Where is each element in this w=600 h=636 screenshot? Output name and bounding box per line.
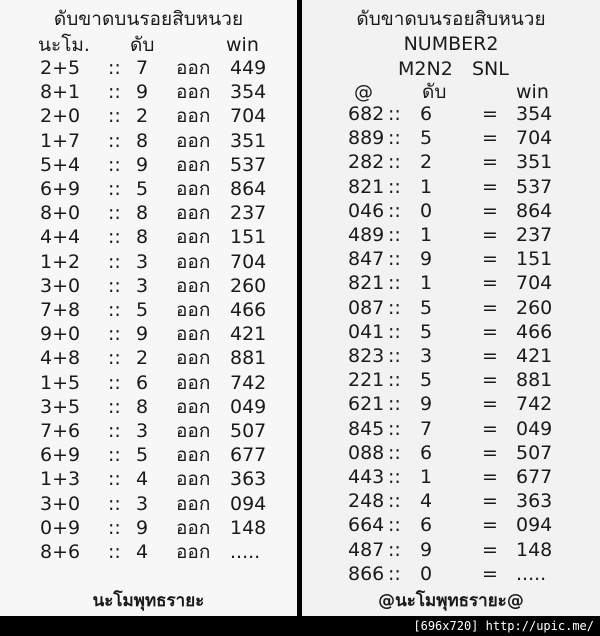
left-row-separator: :: <box>108 420 121 442</box>
right-row-dub-digit: 6 <box>420 103 433 125</box>
right-row-dub-digit: 1 <box>420 272 433 295</box>
right-row-equals: = <box>482 393 498 416</box>
left-row-win-number: 354 <box>230 81 267 104</box>
right-row-equals: = <box>482 175 498 198</box>
left-row-out-label: ออก <box>176 57 211 79</box>
left-row-out-label: ออก <box>176 202 211 225</box>
right-row-win-number: 148 <box>516 538 553 561</box>
right-row-win-number: 421 <box>516 345 553 367</box>
left-panel <box>0 0 297 616</box>
left-row-separator: :: <box>108 202 121 225</box>
left-row-win-number: 237 <box>230 202 267 225</box>
left-title: ดับขาดบนรอยสิบหนวย <box>53 8 244 30</box>
right-row-dub-digit: 7 <box>420 417 433 440</box>
left-row-dub-digit: 8 <box>136 202 149 225</box>
right-row-separator: :: <box>388 538 401 561</box>
left-row-out-label: ออก <box>176 250 211 273</box>
left-row-dub-digit: 9 <box>136 153 149 176</box>
right-row-number: 221 <box>348 369 385 392</box>
right-row-equals: = <box>482 224 498 246</box>
right-subtitle-number: NUMBER2 <box>403 33 499 55</box>
right-row-win-number: 237 <box>516 224 553 246</box>
right-row-dub-digit: 5 <box>420 369 433 392</box>
right-row-win-number: 351 <box>516 151 553 174</box>
right-row-win-number: 507 <box>516 441 553 464</box>
right-row-separator: :: <box>388 151 401 174</box>
left-row-formula: 1+3 <box>40 468 81 491</box>
right-row-number: 866 <box>348 562 385 585</box>
right-header-at: @ <box>354 81 373 103</box>
left-row-win-number: 363 <box>230 468 267 491</box>
left-row-separator: :: <box>108 395 121 418</box>
right-row-number: 823 <box>348 345 385 367</box>
left-row-separator: :: <box>108 444 121 467</box>
right-panel <box>302 0 600 616</box>
left-row-dub-digit: 5 <box>136 299 149 321</box>
left-row-out-label: ออก <box>176 81 211 104</box>
right-row-equals: = <box>482 369 498 392</box>
image-credit: [696x720] http://upic.me/ <box>413 619 594 633</box>
right-row-separator: :: <box>388 562 401 585</box>
left-row-separator: :: <box>108 274 121 297</box>
left-row-separator: :: <box>108 178 121 200</box>
right-row-dub-digit: 5 <box>420 127 433 150</box>
left-row-win-number: 466 <box>230 299 267 321</box>
right-row-number: 487 <box>348 538 385 561</box>
left-row-separator: :: <box>108 323 121 346</box>
left-row-formula: 7+6 <box>40 420 81 442</box>
left-row-separator: :: <box>108 105 121 128</box>
left-row-out-label: ออก <box>176 541 211 563</box>
right-row-win-number: 151 <box>516 248 553 271</box>
left-row-win-number: 677 <box>230 444 267 467</box>
left-header-win: win <box>226 34 259 56</box>
right-row-equals: = <box>482 103 498 125</box>
left-row-separator: :: <box>108 57 121 79</box>
left-row-formula: 3+5 <box>40 395 81 418</box>
right-row-separator: :: <box>388 296 401 319</box>
right-row-win-number: 677 <box>516 466 553 488</box>
right-row-equals: = <box>482 320 498 343</box>
right-row-number: 821 <box>348 175 385 198</box>
left-row-win-number: 049 <box>230 395 267 418</box>
left-header-dub: ดับ <box>130 34 155 56</box>
right-row-dub-digit: 1 <box>420 466 433 488</box>
right-row-win-number: 881 <box>516 369 553 392</box>
left-row-win-number: 421 <box>230 323 267 346</box>
left-row-out-label: ออก <box>176 274 211 297</box>
left-row-dub-digit: 6 <box>136 371 149 394</box>
right-row-dub-digit: 2 <box>420 151 433 174</box>
right-row-win-number: 466 <box>516 320 553 343</box>
right-row-number: 088 <box>348 441 385 464</box>
left-row-out-label: ออก <box>176 226 211 249</box>
right-row-separator: :: <box>388 490 401 513</box>
right-row-number: 682 <box>348 103 385 125</box>
right-title: ดับขาดบนรอยสิบหนวย <box>356 8 546 30</box>
right-row-dub-digit: 3 <box>420 345 433 367</box>
left-row-dub-digit: 3 <box>136 250 149 273</box>
left-row-separator: :: <box>108 226 121 249</box>
right-row-equals: = <box>482 417 498 440</box>
right-row-win-number: 260 <box>516 296 553 319</box>
left-row-formula: 8+1 <box>40 81 81 104</box>
right-row-dub-digit: 1 <box>420 175 433 198</box>
left-row-separator: :: <box>108 153 121 176</box>
left-row-formula: 9+0 <box>40 323 81 346</box>
left-row-dub-digit: 3 <box>136 492 149 515</box>
left-row-dub-digit: 8 <box>136 129 149 152</box>
right-row-equals: = <box>482 345 498 367</box>
right-row-equals: = <box>482 272 498 295</box>
right-row-dub-digit: 1 <box>420 224 433 246</box>
left-row-out-label: ออก <box>176 323 211 346</box>
left-row-formula: 1+5 <box>40 371 81 394</box>
left-row-win-number: 148 <box>230 516 267 539</box>
left-row-formula: 3+0 <box>40 274 81 297</box>
right-row-win-number: 049 <box>516 417 553 440</box>
left-row-out-label: ออก <box>176 299 211 321</box>
right-row-separator: :: <box>388 272 401 295</box>
left-row-out-label: ออก <box>176 347 211 370</box>
right-row-equals: = <box>482 514 498 537</box>
left-row-out-label: ออก <box>176 105 211 128</box>
left-row-separator: :: <box>108 371 121 394</box>
right-row-separator: :: <box>388 393 401 416</box>
left-row-out-label: ออก <box>176 468 211 491</box>
left-row-out-label: ออก <box>176 153 211 176</box>
left-row-formula: 3+0 <box>40 492 81 515</box>
left-row-formula: 2+0 <box>40 105 81 128</box>
left-row-dub-digit: 9 <box>136 323 149 346</box>
left-row-separator: :: <box>108 541 121 563</box>
left-row-formula: 6+9 <box>40 178 81 200</box>
left-row-out-label: ออก <box>176 444 211 467</box>
left-footer: นะโมพุทธรายะ <box>92 591 205 611</box>
right-row-separator: :: <box>388 441 401 464</box>
right-footer: @นะโมพุทธรายะ@ <box>378 591 524 611</box>
left-row-out-label: ออก <box>176 516 211 539</box>
left-row-formula: 1+2 <box>40 250 81 273</box>
right-subtitle-m2n2: M2N2 <box>398 58 453 80</box>
left-header-formula: นะโม. <box>38 34 90 56</box>
left-row-separator: :: <box>108 516 121 539</box>
right-row-win-number: 742 <box>516 393 553 416</box>
right-row-win-number: 094 <box>516 514 553 537</box>
right-row-win-number: 363 <box>516 490 553 513</box>
right-row-number: 046 <box>348 199 385 222</box>
left-row-out-label: ออก <box>176 492 211 515</box>
left-row-win-number: 151 <box>230 226 267 249</box>
left-row-out-label: ออก <box>176 395 211 418</box>
left-row-win-number: 704 <box>230 250 267 273</box>
right-row-equals: = <box>482 248 498 271</box>
left-row-separator: :: <box>108 492 121 515</box>
left-row-dub-digit: 9 <box>136 81 149 104</box>
right-row-equals: = <box>482 466 498 488</box>
right-row-equals: = <box>482 127 498 150</box>
left-row-win-number: 864 <box>230 178 267 200</box>
right-row-separator: :: <box>388 224 401 246</box>
right-row-win-number: 864 <box>516 199 553 222</box>
left-row-dub-digit: 4 <box>136 468 149 491</box>
left-row-formula: 1+7 <box>40 129 81 152</box>
left-row-out-label: ออก <box>176 420 211 442</box>
left-row-dub-digit: 8 <box>136 395 149 418</box>
left-row-dub-digit: 2 <box>136 347 149 370</box>
right-row-dub-digit: 0 <box>420 562 433 585</box>
right-row-equals: = <box>482 490 498 513</box>
right-row-dub-digit: 9 <box>420 248 433 271</box>
left-row-dub-digit: 5 <box>136 444 149 467</box>
right-row-number: 847 <box>348 248 385 271</box>
left-row-formula: 8+6 <box>40 541 81 563</box>
right-row-win-number: 354 <box>516 103 553 125</box>
right-row-equals: = <box>482 562 498 585</box>
right-row-separator: :: <box>388 369 401 392</box>
right-row-win-number: 704 <box>516 272 553 295</box>
right-row-separator: :: <box>388 103 401 125</box>
right-row-dub-digit: 9 <box>420 538 433 561</box>
right-row-number: 845 <box>348 417 385 440</box>
right-row-separator: :: <box>388 345 401 367</box>
left-row-win-number: 881 <box>230 347 267 370</box>
left-row-dub-digit: 9 <box>136 516 149 539</box>
right-row-dub-digit: 4 <box>420 490 433 513</box>
left-row-formula: 7+8 <box>40 299 81 321</box>
left-row-win-number: 507 <box>230 420 267 442</box>
left-row-dub-digit: 4 <box>136 541 149 563</box>
right-row-number: 087 <box>348 296 385 319</box>
left-row-separator: :: <box>108 468 121 491</box>
left-row-out-label: ออก <box>176 129 211 152</box>
left-row-formula: 2+5 <box>40 57 81 79</box>
right-row-win-number: ..... <box>516 562 547 585</box>
left-row-separator: :: <box>108 81 121 104</box>
right-row-dub-digit: 6 <box>420 514 433 537</box>
left-row-formula: 5+4 <box>40 153 81 176</box>
right-row-equals: = <box>482 199 498 222</box>
left-row-win-number: 449 <box>230 57 267 79</box>
right-row-win-number: 537 <box>516 175 553 198</box>
left-row-dub-digit: 2 <box>136 105 149 128</box>
right-row-separator: :: <box>388 466 401 488</box>
right-row-dub-digit: 9 <box>420 393 433 416</box>
left-row-win-number: 704 <box>230 105 267 128</box>
left-row-formula: 4+8 <box>40 347 81 370</box>
left-row-out-label: ออก <box>176 371 211 394</box>
right-row-number: 889 <box>348 127 385 150</box>
left-row-separator: :: <box>108 347 121 370</box>
right-row-separator: :: <box>388 248 401 271</box>
right-row-number: 621 <box>348 393 385 416</box>
right-row-dub-digit: 5 <box>420 320 433 343</box>
right-row-dub-digit: 0 <box>420 199 433 222</box>
right-row-number: 664 <box>348 514 385 537</box>
right-row-equals: = <box>482 538 498 561</box>
right-row-separator: :: <box>388 514 401 537</box>
left-row-formula: 4+4 <box>40 226 81 249</box>
right-row-number: 282 <box>348 151 385 174</box>
left-row-win-number: ..... <box>230 541 261 563</box>
left-row-out-label: ออก <box>176 178 211 200</box>
left-row-dub-digit: 3 <box>136 420 149 442</box>
right-row-win-number: 704 <box>516 127 553 150</box>
left-row-dub-digit: 7 <box>136 57 149 79</box>
right-row-number: 489 <box>348 224 385 246</box>
right-row-equals: = <box>482 441 498 464</box>
left-row-separator: :: <box>108 299 121 321</box>
right-row-number: 041 <box>348 320 385 343</box>
right-row-number: 821 <box>348 272 385 295</box>
right-header-dub: ดับ <box>422 81 447 103</box>
right-subtitle-snl: SNL <box>472 58 509 80</box>
left-row-win-number: 260 <box>230 274 267 297</box>
left-row-dub-digit: 8 <box>136 226 149 249</box>
left-row-win-number: 742 <box>230 371 267 394</box>
right-row-separator: :: <box>388 175 401 198</box>
left-row-separator: :: <box>108 250 121 273</box>
left-row-formula: 8+0 <box>40 202 81 225</box>
right-row-dub-digit: 6 <box>420 441 433 464</box>
right-row-separator: :: <box>388 199 401 222</box>
left-row-dub-digit: 5 <box>136 178 149 200</box>
left-row-win-number: 537 <box>230 153 267 176</box>
right-row-separator: :: <box>388 320 401 343</box>
right-row-number: 248 <box>348 490 385 513</box>
left-row-separator: :: <box>108 129 121 152</box>
right-row-equals: = <box>482 151 498 174</box>
left-row-formula: 6+9 <box>40 444 81 467</box>
left-row-win-number: 094 <box>230 492 267 515</box>
left-row-dub-digit: 3 <box>136 274 149 297</box>
right-row-equals: = <box>482 296 498 319</box>
right-row-separator: :: <box>388 127 401 150</box>
right-row-number: 443 <box>348 466 385 488</box>
left-row-formula: 0+9 <box>40 516 81 539</box>
right-row-separator: :: <box>388 417 401 440</box>
right-row-dub-digit: 5 <box>420 296 433 319</box>
right-header-win: win <box>516 81 549 103</box>
left-row-win-number: 351 <box>230 129 267 152</box>
